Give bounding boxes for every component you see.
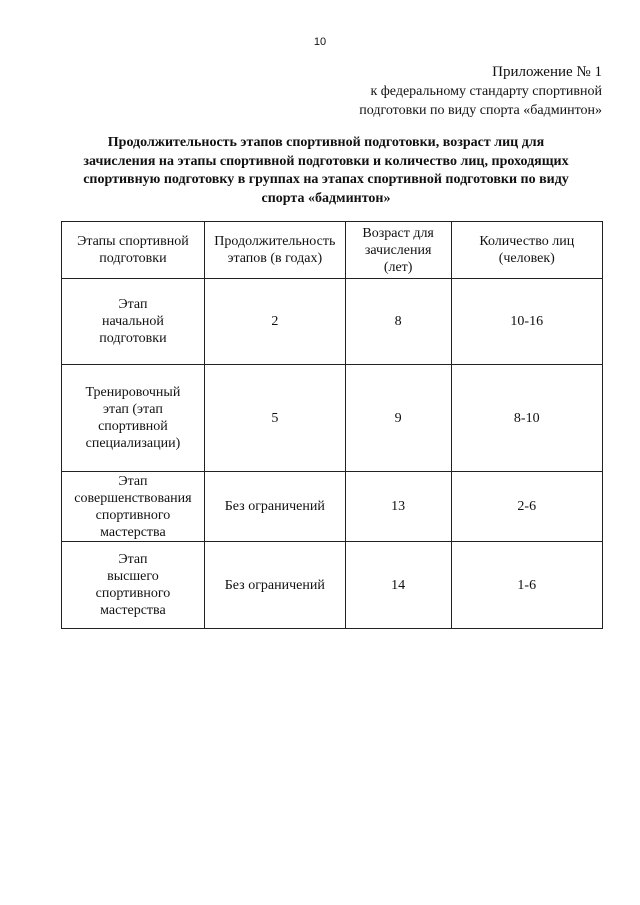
stage-line: совершенствования xyxy=(74,490,192,506)
stage-line: Этап xyxy=(118,297,148,312)
age-cell: 14 xyxy=(345,542,451,629)
header-line: Возраст для xyxy=(362,225,434,241)
header-count xyxy=(451,222,602,279)
header-line: (лет) xyxy=(383,259,413,275)
header-line: (человек) xyxy=(498,251,555,266)
stage-line: высшего xyxy=(107,569,159,584)
appendix-line: Приложение № 1 xyxy=(492,64,602,80)
count-cell: 1-6 xyxy=(451,542,602,629)
count-cell: 10-16 xyxy=(451,279,602,365)
header-duration xyxy=(204,222,345,279)
stage-line: спортивного xyxy=(95,507,171,523)
duration-cell: 2 xyxy=(204,279,345,365)
table-row xyxy=(62,279,603,365)
age-cell: 8 xyxy=(345,279,451,365)
count-cell: 2-6 xyxy=(451,472,602,542)
header-line: Количество лиц xyxy=(479,234,575,249)
appendix-line: подготовки по виду спорта «бадминтон» xyxy=(359,103,602,118)
header-stages xyxy=(62,222,205,279)
page-number: 10 xyxy=(313,36,327,48)
stage-line: спортивной xyxy=(98,419,168,434)
stage-cell xyxy=(62,365,205,472)
duration-cell: Без ограничений xyxy=(204,542,345,629)
table-header-row xyxy=(62,222,603,279)
stage-cell xyxy=(62,279,205,365)
stage-line: Тренировочный xyxy=(85,385,181,400)
table-row xyxy=(62,542,603,629)
stage-cell xyxy=(62,472,205,542)
stage-line: специализации) xyxy=(85,436,181,451)
stage-line: подготовки xyxy=(99,331,167,346)
duration-cell: 5 xyxy=(204,365,345,472)
header-line: подготовки xyxy=(99,251,167,266)
header-line: зачисления xyxy=(364,242,432,258)
title-line: спортивную подготовку в группах на этапах спортивной подготовки по виду xyxy=(83,172,569,187)
stages-table xyxy=(61,221,603,629)
header-age xyxy=(345,222,451,279)
stage-line: этап (этап xyxy=(103,402,163,417)
document-title xyxy=(60,134,592,208)
stage-cell xyxy=(62,542,205,629)
stage-line: Этап xyxy=(118,473,148,489)
title-line: спорта «бадминтон» xyxy=(261,190,391,206)
table-row xyxy=(62,472,603,542)
header-line: Этапы спортивной xyxy=(77,234,189,249)
stage-line: Этап xyxy=(118,552,148,567)
title-line: зачисления на этапы спортивной подготовки и количество лиц, проходящих xyxy=(83,153,569,169)
appendix-line: к федеральному стандарту спортивной xyxy=(370,84,602,99)
stage-line: мастерства xyxy=(100,524,166,540)
title-line: Продолжительность этапов спортивной подготовки, возраст лиц для xyxy=(107,135,545,150)
duration-cell: Без ограничений xyxy=(204,472,345,542)
appendix-note xyxy=(282,63,602,120)
count-cell: 8-10 xyxy=(451,365,602,472)
stage-line: мастерства xyxy=(100,603,166,618)
age-cell: 9 xyxy=(345,365,451,472)
header-line: этапов (в годах) xyxy=(227,251,323,266)
header-line: Продолжительность xyxy=(214,234,336,249)
table-row xyxy=(62,365,603,472)
age-cell: 13 xyxy=(345,472,451,542)
stage-line: начальной xyxy=(101,314,164,329)
stage-line: спортивного xyxy=(95,586,171,601)
